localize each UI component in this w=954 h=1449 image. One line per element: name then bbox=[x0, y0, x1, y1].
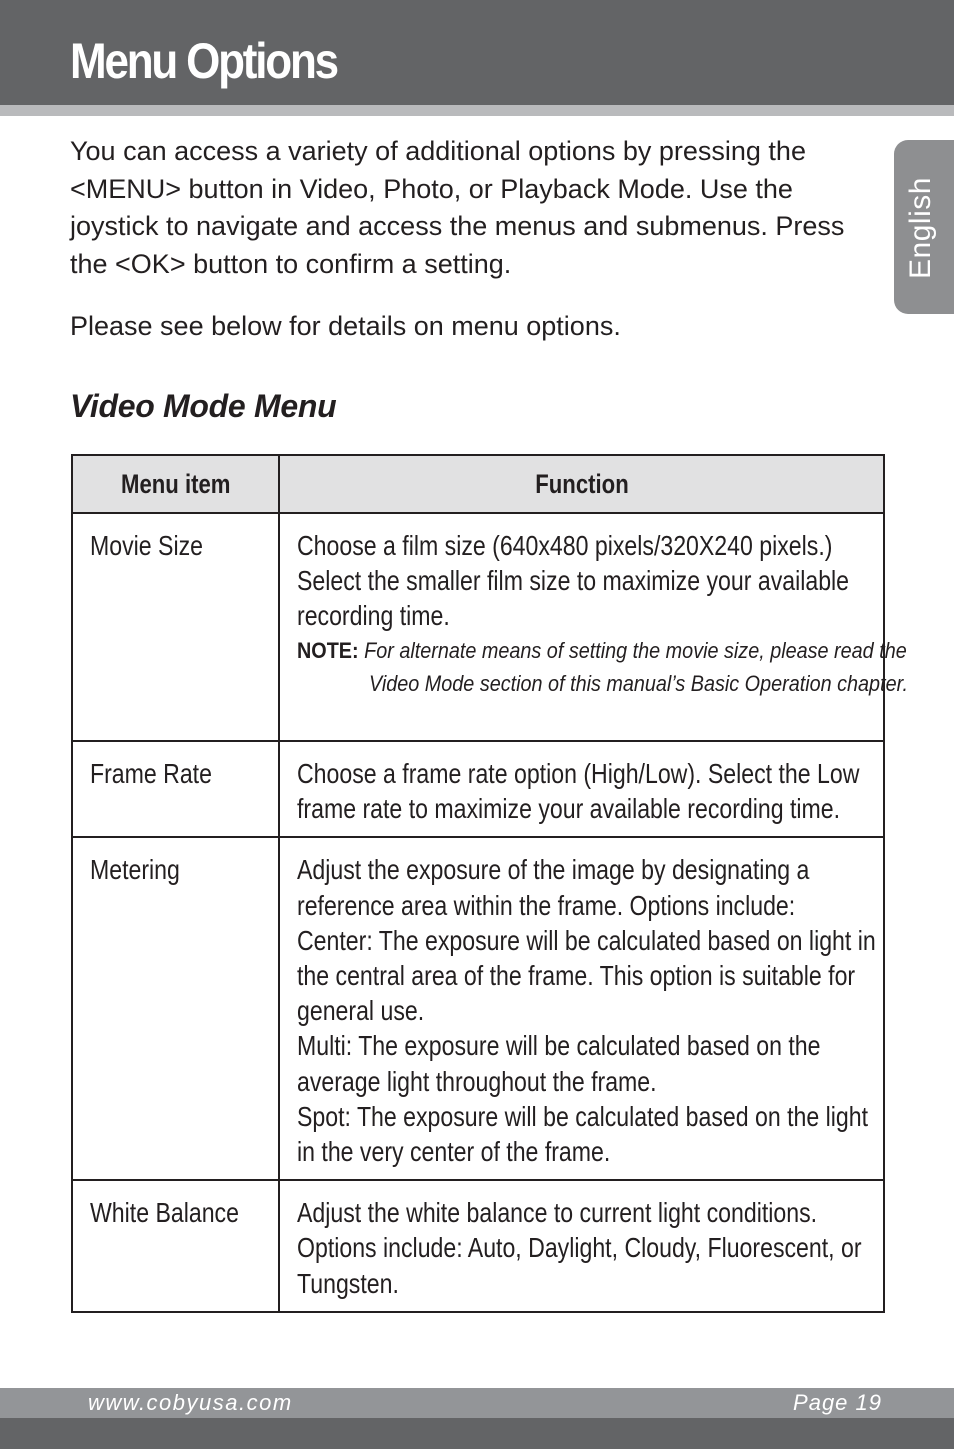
menu-item-label: Metering bbox=[90, 854, 180, 886]
section-title: Video Mode Menu bbox=[70, 388, 337, 424]
function-option-center: Center: The exposure will be calculated based on light in the central area of the frame. This option is suitable for general use. bbox=[297, 924, 876, 1027]
function-text: Choose a frame rate option (High/Low). Select the Low frame rate to maximize your available recording time. bbox=[297, 758, 860, 825]
function-cell bbox=[279, 837, 884, 1180]
intro-paragraph: You can access a variety of additional options by pressing the <MENU> button in Video, Photo, or Playback Mode. Use the joystick to navigate and access the menus and submenus. Press the <OK> button to confirm a setting. bbox=[70, 136, 845, 279]
function-text: Adjust the white balance to current light conditions. bbox=[297, 1197, 818, 1229]
menu-item-cell bbox=[72, 1180, 279, 1312]
menu-item-label: White Balance bbox=[90, 1197, 239, 1229]
table-row bbox=[72, 513, 884, 741]
note-label: NOTE: bbox=[297, 637, 359, 663]
column-header-function: Function bbox=[279, 455, 884, 513]
table-row bbox=[72, 741, 884, 837]
function-option-spot: Spot: The exposure will be calculated based on the light in the very center of the frame. bbox=[297, 1100, 869, 1168]
function-text-intro: Adjust the exposure of the image by designating a reference area within the frame. Options include: bbox=[297, 854, 810, 921]
note-text: For alternate means of setting the movie size, please read the Video Mode section of this manual’s Basic Operation chapter. bbox=[364, 637, 908, 696]
note bbox=[297, 634, 954, 700]
menu-item-label: Frame Rate bbox=[90, 758, 212, 789]
function-option-multi: Multi: The exposure will be calculated based on the average light throughout the frame. bbox=[297, 1030, 821, 1097]
page-title: Menu Options bbox=[70, 33, 337, 89]
video-mode-menu-table bbox=[71, 454, 908, 1313]
function-text: Choose a film size (640x480 pixels/320X240 pixels.) Select the smaller film size to maximize your available recording time. bbox=[297, 530, 850, 632]
table-header-row bbox=[72, 455, 884, 513]
column-header-menu-item: Menu item bbox=[72, 455, 279, 513]
menu-item-cell bbox=[72, 513, 279, 741]
page-number: Page 19 bbox=[793, 1390, 882, 1415]
function-cell bbox=[279, 1180, 884, 1312]
menu-item-label: Movie Size bbox=[90, 530, 203, 561]
website-url: www.cobyusa.com bbox=[88, 1390, 293, 1415]
function-cell bbox=[279, 741, 884, 837]
footer-stripe bbox=[0, 1418, 954, 1449]
table-row bbox=[72, 1180, 884, 1312]
menu-item-cell bbox=[72, 741, 279, 837]
table-row bbox=[72, 837, 884, 1180]
function-options: Options include: Auto, Daylight, Cloudy, Fluorescent, or Tungsten. bbox=[297, 1232, 862, 1299]
menu-item-cell bbox=[72, 837, 279, 1180]
header-stripe bbox=[0, 105, 954, 116]
function-cell bbox=[279, 513, 908, 741]
intro-paragraph-2: Please see below for details on menu options. bbox=[70, 311, 621, 341]
language-tab-label: English bbox=[904, 177, 937, 279]
